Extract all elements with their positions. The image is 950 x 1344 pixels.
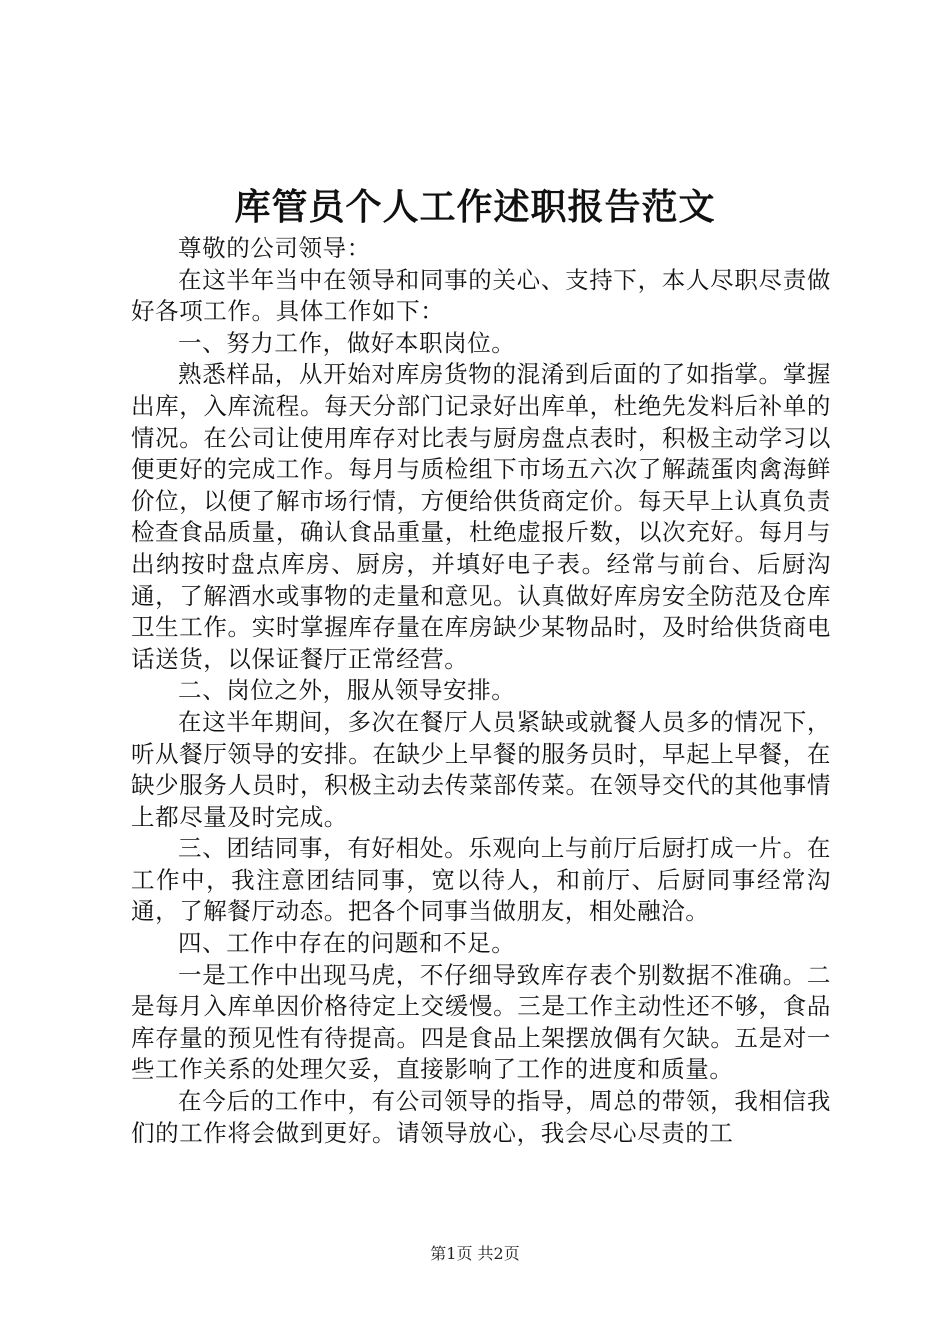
paragraph-closing: 在今后的工作中，有公司领导的指导，周总的带领，我相信我们的工作将会做到更好。请领导放心，我会尽心尽责的工 (131, 1087, 831, 1147)
paragraph-section-1: 熟悉样品，从开始对库房货物的混淆到后面的了如指掌。掌握出库，入库流程。每天分部门记录好出库单，杜绝先发料后补单的情况。在公司让使用库存对比表与厨房盘点表时，积极主动学习以便更好的完成工作。每月与质检组下市场五六次了解蔬蛋肉禽海鲜价位，以便了解市场行情，方便给供货商定价。每天早上认真负责检查食品质量，确认食品重量，杜绝虚报斤数，以次充好。每月与出纳按时盘点库房、厨房，并填好电子表。经常与前台、后厨沟通，了解酒水或事物的走量和意见。认真做好库房安全防范及仓库卫生工作。实时掌握库存量在库房缺少某物品时，及时给供货商电话送货，以保证餐厅正常经营。 (131, 360, 831, 673)
salutation: 尊敬的公司领导： (178, 234, 371, 262)
page-footer: 第1页 共2页 (430, 1244, 520, 1263)
paragraph-section-3: 三、团结同事，有好相处。乐观向上与前厅后厨打成一片。在工作中，我注意团结同事，宽以待人，和前厅、后厨同事经常沟通，了解餐厅动态。把各个同事当做朋友，相处融洽。 (131, 834, 831, 926)
paragraph-section-2: 在这半年期间，多次在餐厅人员紧缺或就餐人员多的情况下，听从餐厅领导的安排。在缺少上早餐的服务员时，早起上早餐，在缺少服务人员时，积极主动去传菜部传菜。在领导交代的其他事情上都尽量及时完成。 (131, 707, 831, 831)
paragraph-section-4: 一是工作中出现马虎，不仔细导致库存表个别数据不准确。二是每月入库单因价格待定上交缓慢。三是工作主动性还不够，食品库存量的预见性有待提高。四是食品上架摆放偶有欠缺。五是对一些工作关系的处理欠妥，直接影响了工作的进度和质量。 (131, 960, 831, 1084)
section-heading-4: 四、工作中存在的问题和不足。 (178, 929, 516, 958)
section-heading-2: 二、岗位之外，服从领导安排。 (178, 676, 516, 705)
paragraph-intro: 在这半年当中在领导和同事的关心、支持下，本人尽职尽责做好各项工作。具体工作如下： (131, 265, 831, 326)
section-heading-1: 一、努力工作，做好本职岗位。 (178, 328, 516, 357)
document-body (131, 233, 831, 1149)
document-title: 库管员个人工作述职报告范文 (234, 186, 716, 228)
